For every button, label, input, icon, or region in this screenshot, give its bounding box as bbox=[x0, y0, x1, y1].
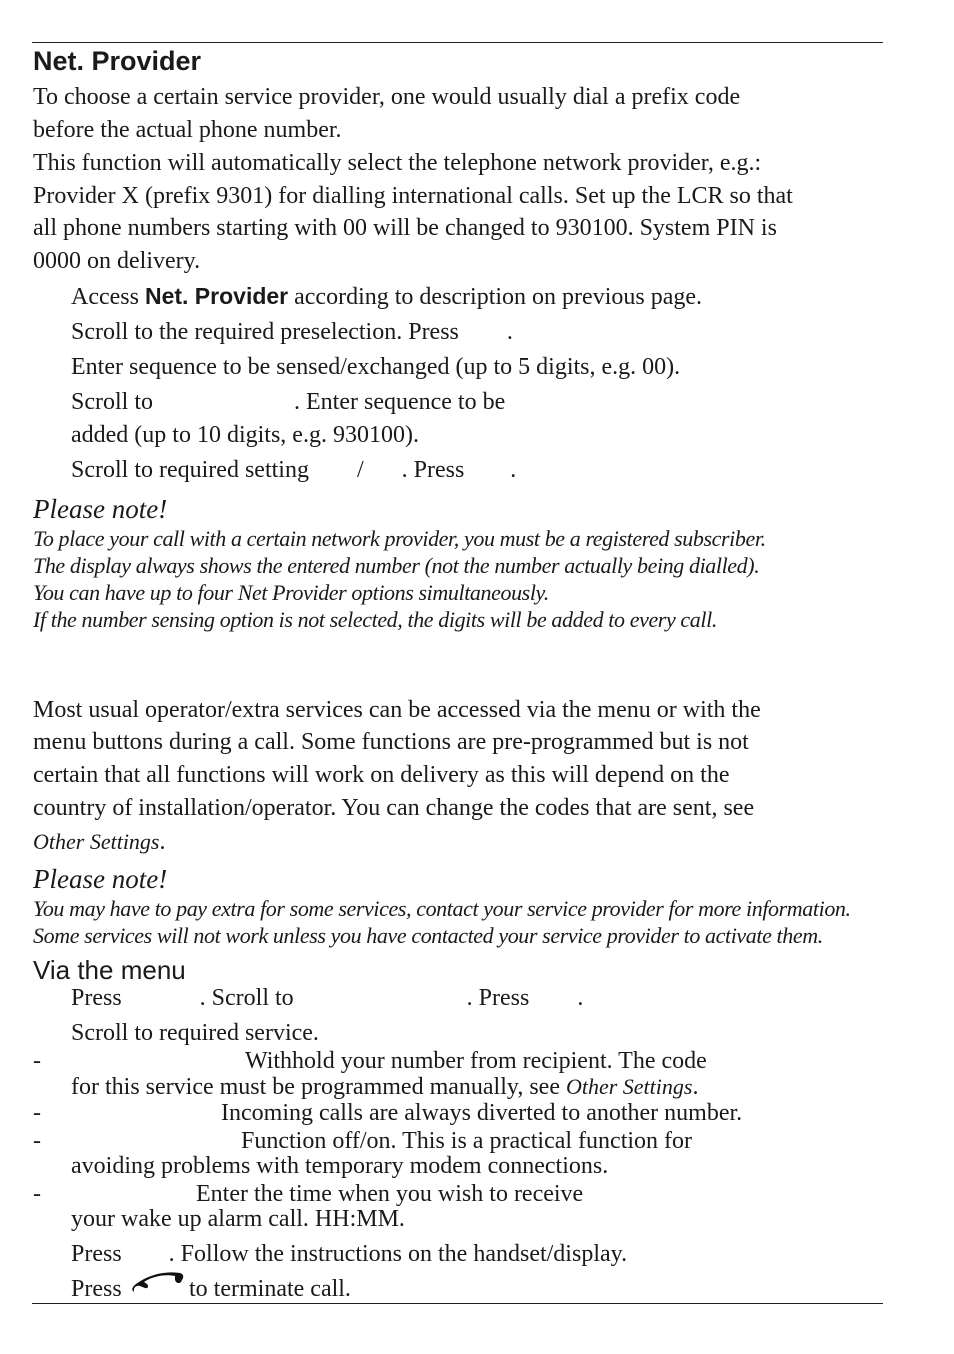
np-step-2-text: Scroll to the required preselection. Press bbox=[71, 319, 459, 345]
note-1-line-2: The display always shows the entered number (not the number actually being dialled). bbox=[33, 553, 760, 578]
np-step-4-text-b: . Enter sequence to be bbox=[294, 389, 506, 415]
service-item-1-ref: Other Settings bbox=[565, 1074, 693, 1099]
intro-line-6: 0000 on delivery. bbox=[33, 248, 201, 274]
np-step-1-text-b: according to description on previous page. bbox=[294, 284, 703, 310]
section-title-via-menu: Via the menu bbox=[33, 955, 186, 985]
service-item-1-ref-end: . bbox=[692, 1074, 699, 1100]
np-step-1-text-a: Access bbox=[71, 284, 139, 310]
service-item-4-cont: your wake up alarm call. HH:MM. bbox=[71, 1206, 405, 1232]
np-step-4-cont: added (up to 10 digits, e.g. 930100). bbox=[71, 422, 419, 448]
services-ref-end: . bbox=[159, 829, 166, 855]
vm-step-3-text-b: . Follow the instructions on the handset/display. bbox=[168, 1241, 628, 1267]
intro-line-3: This function will automatically select the telephone network provider, e.g.: bbox=[33, 150, 762, 176]
service-item-2-dash: - bbox=[33, 1100, 41, 1126]
np-step-5-text-b: . Press bbox=[401, 457, 465, 483]
vm-step-1-end: . bbox=[577, 985, 584, 1011]
service-item-3-cont: avoiding problems with temporary modem connections. bbox=[71, 1153, 609, 1179]
bottom-rule bbox=[32, 1303, 883, 1304]
np-step-5 bbox=[71, 454, 516, 487]
handset-icon bbox=[131, 1272, 185, 1296]
service-item-1-text: Withhold your number from recipient. The code bbox=[245, 1048, 707, 1074]
section-title-net-provider: Net. Provider bbox=[33, 46, 202, 76]
services-line-3: certain that all functions will work on delivery as this will depend on the bbox=[33, 762, 730, 788]
intro-line-5: all phone numbers starting with 00 will be changed to 930100. System PIN is bbox=[33, 215, 777, 241]
np-step-2-end: . bbox=[506, 319, 513, 345]
services-line-1: Most usual operator/extra services can be accessed via the menu or with the bbox=[33, 697, 761, 723]
vm-step-2: Scroll to required service. bbox=[71, 1020, 319, 1046]
service-item-4-dash: - bbox=[33, 1181, 41, 1207]
np-step-5-end: . bbox=[510, 457, 517, 483]
note-title-2: Please note! bbox=[33, 864, 168, 894]
np-step-2 bbox=[71, 316, 513, 349]
vm-step-3 bbox=[71, 1238, 627, 1271]
note-1-line-3: You can have up to four Net Provider options simultaneously. bbox=[33, 580, 549, 605]
service-item-4-text: Enter the time when you wish to receive bbox=[196, 1181, 584, 1207]
note-2-line-2: Some services will not work unless you have contacted your service provider to activate them. bbox=[33, 923, 823, 948]
np-step-5-slash: / bbox=[356, 457, 364, 483]
service-item-1-cont-text: for this service must be programmed manually, see bbox=[71, 1074, 560, 1100]
np-step-3: Enter sequence to be sensed/exchanged (up to 5 digits, e.g. 00). bbox=[71, 354, 681, 380]
service-item-1-dash: - bbox=[33, 1048, 41, 1074]
intro-line-2: before the actual phone number. bbox=[33, 117, 342, 143]
vm-step-3-text-a: Press bbox=[71, 1241, 122, 1267]
intro-line-1: To choose a certain service provider, one would usually dial a prefix code bbox=[33, 84, 741, 110]
vm-step-4-b: to terminate call. bbox=[189, 1276, 351, 1302]
note-1-line-1: To place your call with a certain network provider, you must be a registered subscriber. bbox=[33, 526, 766, 551]
note-2-line-1: You may have to pay extra for some services, contact your service provider for more information. bbox=[33, 896, 851, 921]
services-line-4: country of installation/operator. You can change the codes that are sent, see bbox=[33, 795, 755, 821]
note-1-line-4: If the number sensing option is not selected, the digits will be added to every call. bbox=[33, 607, 717, 632]
vm-step-1-text-b: . Scroll to bbox=[199, 985, 294, 1011]
vm-step-1 bbox=[71, 982, 583, 1015]
vm-step-1-text-c: . Press bbox=[466, 985, 530, 1011]
services-line-5 bbox=[33, 825, 166, 859]
np-step-1 bbox=[71, 280, 702, 314]
service-item-3-text: Function off/on. This is a practical function for bbox=[241, 1128, 693, 1154]
vm-step-1-text-a: Press bbox=[71, 985, 122, 1011]
services-ref-other-settings: Other Settings bbox=[33, 829, 160, 854]
np-step-4 bbox=[71, 386, 505, 419]
np-step-5-text-a: Scroll to required setting bbox=[71, 457, 309, 483]
np-step-1-menu-name: Net. Provider bbox=[144, 283, 289, 309]
vm-step-4-a: Press bbox=[71, 1276, 122, 1302]
np-step-4-text-a: Scroll to bbox=[71, 389, 153, 415]
intro-line-4: Provider X (prefix 9301) for dialling international calls. Set up the LCR so that bbox=[33, 183, 793, 209]
service-item-2-text: Incoming calls are always diverted to another number. bbox=[221, 1100, 743, 1126]
note-title-1: Please note! bbox=[33, 494, 168, 524]
top-rule bbox=[32, 42, 883, 43]
service-item-3-dash: - bbox=[33, 1128, 41, 1154]
services-line-2: menu buttons during a call. Some functions are pre-programmed but is not bbox=[33, 729, 749, 755]
